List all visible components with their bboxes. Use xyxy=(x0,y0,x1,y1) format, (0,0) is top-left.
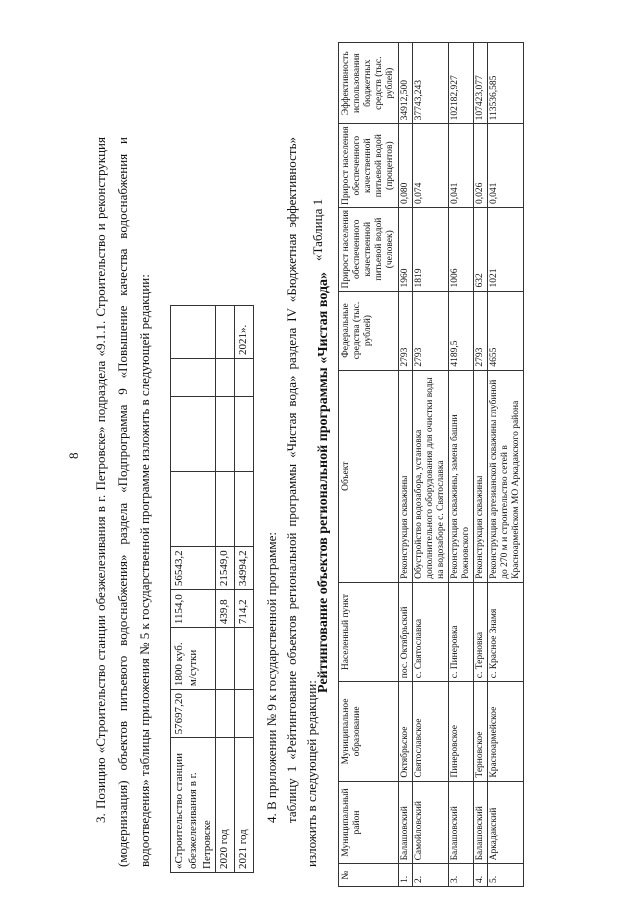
cell: «Строительство станции обезжелезивания в г. Петровске xyxy=(171,738,216,873)
cell-settlement: с. Терновка xyxy=(474,582,488,681)
header-growth-percent: Прирост населения обеспеченного качественной питьевой водой (процентов) xyxy=(339,124,399,208)
cell-settlement: пос. Октябрьский xyxy=(399,582,413,681)
header-municipality: Муниципальное образование xyxy=(339,682,399,781)
cell-growth-percent: 0,041 xyxy=(488,124,524,208)
cell-efficiency: 107423,077 xyxy=(474,43,488,124)
cell: 439,8 xyxy=(216,590,235,628)
cell-no: 3. xyxy=(449,864,474,887)
table-row xyxy=(488,43,524,887)
cell: 57697,20 xyxy=(171,690,216,738)
paragraph-4-heading: 4. В приложении № 9 к государственной программе: xyxy=(264,532,279,823)
cell-federal: 4189,5 xyxy=(449,291,474,370)
table-row xyxy=(474,43,488,887)
cell-object: Реконструкция артезианской скважины глубиной до 270 м и строительство сетей в Красноармейском МО Аркадакского района xyxy=(488,370,524,582)
cell-no: 4. xyxy=(474,864,488,887)
cell xyxy=(235,690,254,738)
cell-municipality: Красноармейское xyxy=(488,682,524,781)
cell-efficiency: 34912,500 xyxy=(399,43,413,124)
header-row xyxy=(339,43,399,887)
cell-growth-people: 1006 xyxy=(449,207,474,291)
cell-settlement: с. Пинеровка xyxy=(449,582,474,681)
page-number: 8 xyxy=(66,452,81,459)
header-district: Муниципальный район xyxy=(339,781,399,864)
cell-efficiency: 37743,243 xyxy=(413,43,449,124)
header-efficiency: Эффективность использования бюджетных средств (тыс. рублей) xyxy=(339,43,399,124)
cell-district: Балашовский xyxy=(449,781,474,864)
cell xyxy=(216,396,235,471)
cell-no: 1. xyxy=(399,864,413,887)
cell-no: 5. xyxy=(488,864,524,887)
cell: 2020 год xyxy=(216,738,235,873)
cell-district: Балашовский xyxy=(474,781,488,864)
paragraph-3: 3. Позицию «Строительство станции обезжелезивания в г. Петровске» подраздела «9.1.1. Строительство и реконструкция (модернизация) объектов питьевого водоснабжения» раздела «Подпрограмма 9 «Повышение качества водоснабжения и водоотведения» таблицы приложения № 5 к государственной программе изложить в следующей редакции: xyxy=(93,137,152,867)
cell: 56543,2 xyxy=(171,547,216,590)
cell: 1800 куб. м/сутки xyxy=(171,628,216,690)
header-no: № xyxy=(339,864,399,887)
table-1 xyxy=(170,305,254,873)
cell-growth-people: 1021 xyxy=(488,207,524,291)
cell-federal: 2793 xyxy=(399,291,413,370)
cell-no: 2. xyxy=(413,864,449,887)
cell-federal: 4655 xyxy=(488,291,524,370)
cell-object: Обустройство водозабора, установка дополнительного оборудования для очистки воды на водозаборе с. Святославка xyxy=(413,370,449,582)
cell-object: Реконструкция скважины xyxy=(474,370,488,582)
cell: 2021». xyxy=(235,306,254,359)
cell xyxy=(235,628,254,690)
cell-growth-percent: 0,041 xyxy=(449,124,474,208)
cell xyxy=(216,472,235,547)
cell xyxy=(235,396,254,471)
table-row xyxy=(399,43,413,887)
cell: 34994,2 xyxy=(235,547,254,590)
cell-settlement: с. Святославка xyxy=(413,582,449,681)
cell-district: Балашовский xyxy=(399,781,413,864)
header-settlement: Населенный пункт xyxy=(339,582,399,681)
cell: 2021 год xyxy=(235,738,254,873)
table-row xyxy=(449,43,474,887)
cell xyxy=(171,306,216,359)
cell xyxy=(216,358,235,396)
cell xyxy=(171,472,216,547)
table-row xyxy=(413,43,449,887)
cell xyxy=(171,396,216,471)
header-object: Объект xyxy=(339,370,399,582)
cell-efficiency: 113536,585 xyxy=(488,43,524,124)
cell-municipality: Терновское xyxy=(474,682,488,781)
cell-object: Реконструкция скважины, замена башни Рожновского xyxy=(449,370,474,582)
cell: 714,2 xyxy=(235,590,254,628)
cell-growth-percent: 0,080 xyxy=(399,124,413,208)
cell: 21549,0 xyxy=(216,547,235,590)
cell-growth-percent: 0,026 xyxy=(474,124,488,208)
cell xyxy=(216,306,235,359)
table-reference: «Таблица 1 xyxy=(310,198,325,261)
table-2-title: Рейтингование объектов региональной программы «Чистая вода» xyxy=(316,271,331,694)
cell-federal: 2793 xyxy=(413,291,449,370)
cell-growth-people: 632 xyxy=(474,207,488,291)
cell-municipality: Святославское xyxy=(413,682,449,781)
header-federal: Федеральные средства (тыс. рублей) xyxy=(339,291,399,370)
table-row xyxy=(235,306,254,873)
cell-federal: 2793 xyxy=(474,291,488,370)
cell xyxy=(171,358,216,396)
cell-growth-percent: 0,074 xyxy=(413,124,449,208)
cell: 1154,0 xyxy=(171,590,216,628)
cell-municipality: Пинеровское xyxy=(449,682,474,781)
cell-growth-people: 1960 xyxy=(399,207,413,291)
cell xyxy=(235,358,254,396)
cell-district: Самойловский xyxy=(413,781,449,864)
table-row xyxy=(216,306,235,873)
table-2 xyxy=(338,42,524,887)
cell-municipality: Октябрьское xyxy=(399,682,413,781)
cell xyxy=(216,690,235,738)
cell-growth-people: 1819 xyxy=(413,207,449,291)
cell-district: Аркадакский xyxy=(488,781,524,864)
cell xyxy=(235,472,254,547)
paragraph-4-body: таблицу 1 «Рейтингование объектов региональной программы «Чистая вода» раздела IV «Бюджетная эффективность» изложить в следующей редакции: xyxy=(284,137,319,867)
table-row xyxy=(171,306,216,873)
cell-settlement: с. Красное Знамя xyxy=(488,582,524,681)
cell xyxy=(216,628,235,690)
cell-efficiency: 102182,927 xyxy=(449,43,474,124)
header-growth-people: Прирост населения обеспеченного качественной питьевой водой (человек) xyxy=(339,207,399,291)
cell-object: Реконструкция скважины xyxy=(399,370,413,582)
